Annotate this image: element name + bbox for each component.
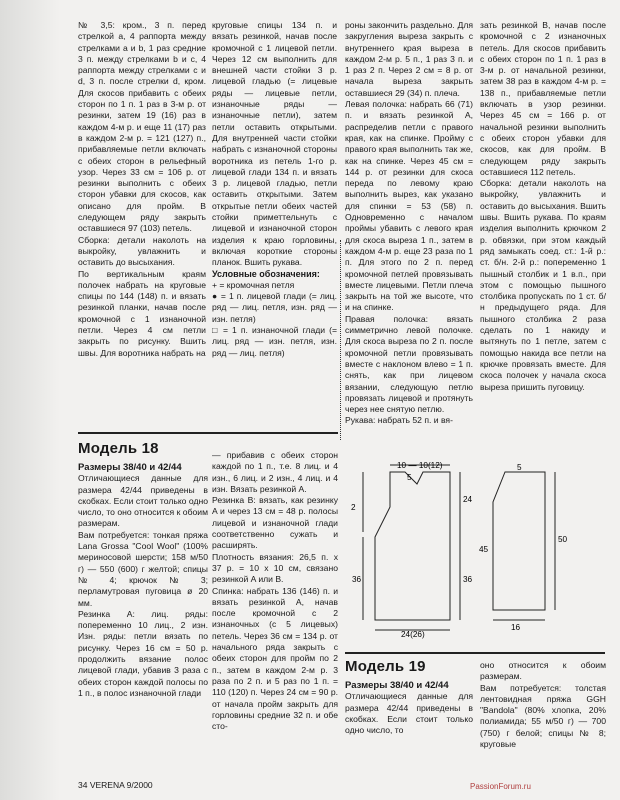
dim-armhole: 2	[351, 503, 356, 512]
sleeve-outline	[493, 472, 545, 610]
column-4	[480, 20, 606, 393]
model18-sizes: Размеры 38/40 и 42/44	[78, 462, 182, 473]
column-1	[78, 20, 206, 359]
model18-para: Отличающиеся данные для размера 42/44 приведены в скобках. Если стоит только одно число, то оно относится к обоим размерам.	[78, 473, 208, 529]
model18-col-a	[78, 462, 208, 699]
dim-sleeve-length: 45	[479, 545, 489, 554]
col1-assembly: Сборка: детали наколоть на выкройку, увлажнить и оставить до высыхания.	[78, 234, 206, 268]
column-separator	[340, 240, 341, 440]
legend-item: + = кромочная петля	[212, 279, 295, 290]
page-gutter-shadow	[0, 0, 60, 800]
model18-para: — прибавив с обеих сторон каждой по 1 п., т.е. 8 лиц. и 4 изн., 6 лиц. и 2 изн., 4 лиц. и 4 изн. Вязать резинкой A.	[212, 450, 338, 494]
col3-para: Рукава: набрать 52 п. и вя-	[345, 415, 453, 426]
dim-sleeve-cuff: 50	[558, 535, 568, 544]
legend-item: ● = 1 п. лицевой глади (= лиц. ряд — лиц. петля, изн. ряд — изн. петля)	[212, 291, 337, 324]
garment-schematic	[345, 462, 595, 640]
body-outline	[375, 472, 450, 620]
symbols-legend	[212, 269, 337, 359]
model18-rule	[78, 432, 338, 434]
model19-para: оно относится к обоим размерам.	[480, 660, 606, 682]
dim-width: 24(26)	[401, 630, 425, 639]
model18-title: Модель 18	[78, 440, 159, 457]
model18-para: Вам потребуется: тонкая пряжа Lana Grossa "Cool Wool" (100% мериносовой шерсти; 158 м/50 г) — 550 (600) г желтой; спицы № 4; крючок № 3; перламутровая пуговица ø 20 мм.	[78, 529, 208, 608]
model19-para: Вам потребуется: толстая лентовидная пряжа GGH "Bandola" (80% хлопка, 20% полиамида; 55 м/50 г) — 700 (750) г белой; спицы № 8; круговые	[480, 682, 606, 750]
model19-title: Модель 19	[345, 658, 426, 675]
col3-para: роны закончить раздельно. Для закругления выреза закрыть с внутреннего края выреза в каждом 2-м р. 5 п., 1 раз 3 п. и 1 раз 2 п. Через 2 см = 8 р. от начала выреза закрыть оставшиеся 29 (34) п. плеча.	[345, 20, 473, 98]
legend-title: Условные обозначения:	[212, 268, 320, 279]
model19-para: Отличающиеся данные для размера 42/44 приведены в скобках. Если стоит только одно число, то	[345, 691, 473, 736]
col3-para: Правая полочка: вязать симметрично левой полочке. Для скоса выреза по 2 п. после кромочной петли провязывать вместе с наклоном влево = 1 п. снять, как при лицевом вязании, следующую петлю провязать лицевой и протянуть через нее снятую петлю.	[345, 313, 473, 415]
model18-para: Резинка A: лиц. ряды: попеременно 10 лиц., 2 изн. Изн. ряды: петли вязать по рисунку. Через 16 см = 50 р. продолжить вязание полос лицевой глади, убавив 3 раза с обеих сторон каждой полосы по 1 п., в полос изнаночной глади	[78, 608, 208, 698]
col3-para: Левая полочка: набрать 66 (71) п. и вязать резинкой A, распределив петли с правого края, как на спинке. Пройму с правого края выполнить так же, как на спинке. Через 45 см = 144 р. от резинки для скоса переда по левому краю выполнить вырез, как указано для спинки = 53 (58) п. Одновременно с началом проймы убавить с левого края для скоса выреза 1 п., затем в каждом 4-м р. еще 23 раза по 1 п. Для этого по 2 п. перед кромочной петлей провязывать вместе лицевыми. Петли плеча закрыть на той же высоте, что и на спинке.	[345, 99, 473, 313]
page-footer: 34 VERENA 9/2000	[78, 780, 153, 790]
col1-para: По вертикальным краям полочек набрать на круговые спицы по 144 (148) п. и вязать резинкой планки, начав после кромочной с 1 изнаночной петли. Через 4 см петли закрыть по рисунку. Вшить швы. Для воротника набрать на	[78, 268, 206, 358]
dim-top: 10 — 10(12)	[397, 462, 443, 470]
watermark: PassionForum.ru	[470, 782, 531, 791]
dim-top-gap: 5	[407, 473, 412, 482]
model18-para: Спинка: набрать 136 (146) п. и вязать резинкой A, начав после кромочной с 2 изнаночных (с 5 лицевых) петель. Через 36 см = 134 р. от начального ряда закрыть с обеих сторон для пройм по 2 п., затем в каждом 2-м р. 3 раза по 2 п. и 5 раз по 1 п. = 110 (120) п. Через 24 см = 90 р. от начала пройм закрыть для горловины средние 32 п. и обе сто-	[212, 585, 338, 732]
model19-col-b	[480, 660, 606, 750]
model18-para: Резинка B: вязать, как резинку A и через 13 см = 48 р. полосы лицевой и изнаночной глади соответственно сужать и расширять.	[212, 495, 338, 551]
model19-col-a	[345, 680, 473, 736]
col4-para: зать резинкой B, начав после кромочной с 2 изнаночных петель. Для скосов прибавить с обеих сторон по 1 п. 1 раз в 3-м р. от начальной резинки, затем 38 раз в каждом 4-м р. = 138 п., прибавляемые петли включать в узор резинки. Через 45 см = 166 р. от начальной резинки выполнить с обеих сторон убавки для скосов, как для пройм. В следующем ряду закрыть оставшиеся 112 петель.	[480, 20, 606, 177]
col2-para: круговые спицы 134 п. и вязать резинкой, начав после кромочной с 1 лицевой петли. Через 12 см выполнить для внешней части стойки 3 р. лицевой гладью (= лицевые ряды — лицевые петли, изнаночные ряды — изнаночные петли), затем петли оставить открытыми. Для внутренней части стойки набрать с изнаночной стороны воротника из петель 1-го р. лицевой глади 134 п. и вязать 3 р. лицевой гладью, петли оставить открытыми. Затем открытые петли обеих частей стойки приметтельнуть с лицевой и изнаночной сторон изделия к краю горловины, включая короткие стороны планок. Вшить рукава.	[212, 20, 337, 268]
model18-col-b	[212, 450, 338, 732]
dim-right-height: 36	[463, 575, 473, 584]
col1-para: № 3,5: кром., 3 п. перед стрелкой a, 4 раппорта между стрелками a и b, 1 раз средние 3 п. между стрелками b и c, 4 раппорта между стрелками c и d, 3 п. после стрелки d, кром. Для скосов прибавить с обеих сторон по 1 п. 1 раз в 3-м р. от резинки, затем 19 (16) раз в каждом 4-м р. и еще 11 (17) раз в каждом 2-м р. = 121 (127) п., прибавляемые петли включать с обеих сторон в рельефный узор. Через 33 см = 106 р. от резинки выполнить с обеих сторон убавки для скосов, как описано для пройм. В следующем ряду закрыть оставшиеся 97 (103) петель.	[78, 20, 206, 234]
legend-item: □ = 1 п. изнаночной глади (= лиц. ряд — изн. петля, изн. ряд — лиц. петля)	[212, 325, 337, 358]
col4-para: Сборка: детали наколоть на выкройку, увлажнить и оставить до высыхания. Вшить швы. Вшить рукава. По краям изделия выполнить крючком 2 р. обвязки, при этом каждый ряд замыкать соед. ст.: 1-й р.: ст. б/н. 2-й р.: попеременно 1 пышный столбик и 1 в.п., при этом с помощью пышного столбика пропускать по 1 ст. б/н предыдущего ряда. Для пышного столбика 2 раза сделать по 1 накиду и вытянуть по 1 петле, затем с помощью накида все петли на крючке провязать вместе. Для скоса полочек у начала скоса выреза пришить пуговицу.	[480, 178, 606, 392]
column-2	[212, 20, 337, 359]
dim-sleeve-width: 16	[511, 623, 521, 632]
dim-sleeve-top: 5	[517, 463, 522, 472]
dim-body-height: 36	[352, 575, 362, 584]
model19-sizes: Размеры 38/40 и 42/44	[345, 680, 449, 691]
dim-armhole-depth: 24	[463, 495, 473, 504]
column-3	[345, 20, 473, 427]
model19-rule	[345, 652, 605, 654]
model18-para: Плотность вязания: 26,5 п. x 37 р. = 10 x 10 см, связано резинкой A или B.	[212, 551, 338, 585]
